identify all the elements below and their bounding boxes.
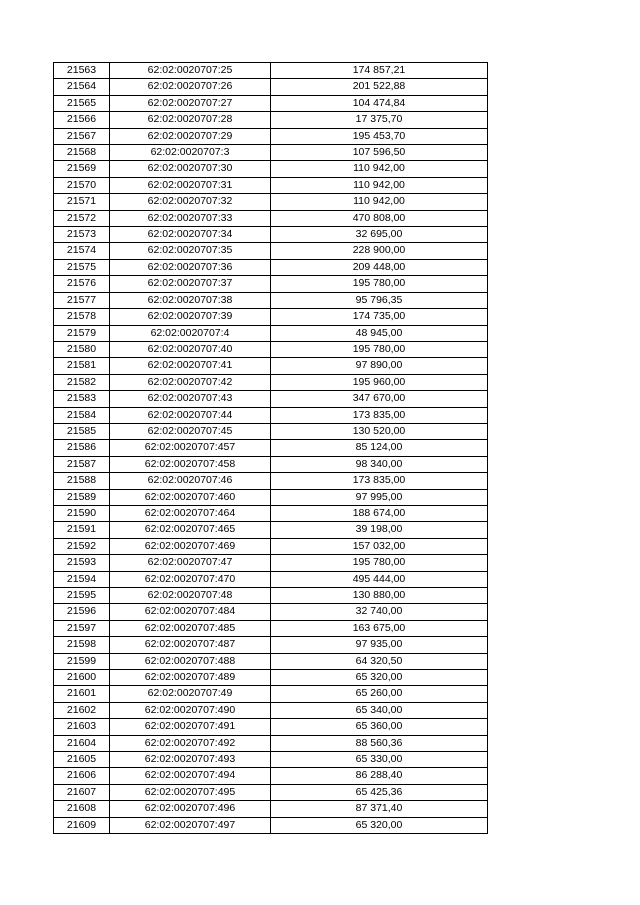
- row-number-cell: 21598: [54, 637, 110, 653]
- cadastral-value-cell: 32 740,00: [271, 604, 488, 620]
- table-row: [54, 423, 488, 439]
- cadastral-number-cell: 62:02:0020707:48: [110, 588, 271, 604]
- cadastral-number-cell: 62:02:0020707:28: [110, 112, 271, 128]
- cadastral-value-cell: 107 596,50: [271, 145, 488, 161]
- row-number-cell: 21585: [54, 423, 110, 439]
- cadastral-number-cell: 62:02:0020707:497: [110, 817, 271, 833]
- table-row: [54, 112, 488, 128]
- table-row: [54, 95, 488, 111]
- row-number-cell: 21597: [54, 620, 110, 636]
- row-number-cell: 21583: [54, 391, 110, 407]
- row-number-cell: 21602: [54, 702, 110, 718]
- cadastral-number-cell: 62:02:0020707:38: [110, 292, 271, 308]
- row-number-cell: 21565: [54, 95, 110, 111]
- cadastral-value-cell: 173 835,00: [271, 473, 488, 489]
- cadastral-number-cell: 62:02:0020707:493: [110, 752, 271, 768]
- table-row: [54, 177, 488, 193]
- cadastral-number-cell: 62:02:0020707:491: [110, 719, 271, 735]
- table-row: [54, 276, 488, 292]
- table-row: [54, 670, 488, 686]
- table-row: [54, 784, 488, 800]
- cadastral-number-cell: 62:02:0020707:457: [110, 440, 271, 456]
- cadastral-value-cell: 65 260,00: [271, 686, 488, 702]
- cadastral-value-cell: 85 124,00: [271, 440, 488, 456]
- cadastral-number-cell: 62:02:0020707:49: [110, 686, 271, 702]
- cadastral-value-cell: 110 942,00: [271, 161, 488, 177]
- table-row: [54, 604, 488, 620]
- cadastral-value-cell: 195 780,00: [271, 555, 488, 571]
- row-number-cell: 21563: [54, 63, 110, 79]
- cadastral-number-cell: 62:02:0020707:469: [110, 538, 271, 554]
- cadastral-value-cell: 86 288,40: [271, 768, 488, 784]
- table-row: [54, 588, 488, 604]
- row-number-cell: 21572: [54, 210, 110, 226]
- cadastral-number-cell: 62:02:0020707:488: [110, 653, 271, 669]
- cadastral-value-cell: 157 032,00: [271, 538, 488, 554]
- cadastral-value-table: [53, 62, 488, 834]
- cadastral-value-cell: 130 880,00: [271, 588, 488, 604]
- table-row: [54, 145, 488, 161]
- cadastral-value-cell: 98 340,00: [271, 456, 488, 472]
- row-number-cell: 21595: [54, 588, 110, 604]
- table-row: [54, 653, 488, 669]
- table-row: [54, 768, 488, 784]
- row-number-cell: 21605: [54, 752, 110, 768]
- table-row: [54, 194, 488, 210]
- table-row: [54, 79, 488, 95]
- table-body: [54, 63, 488, 834]
- row-number-cell: 21584: [54, 407, 110, 423]
- row-number-cell: 21576: [54, 276, 110, 292]
- cadastral-number-cell: 62:02:0020707:34: [110, 227, 271, 243]
- cadastral-value-cell: 65 330,00: [271, 752, 488, 768]
- row-number-cell: 21592: [54, 538, 110, 554]
- cadastral-value-cell: 163 675,00: [271, 620, 488, 636]
- row-number-cell: 21607: [54, 784, 110, 800]
- cadastral-number-cell: 62:02:0020707:39: [110, 309, 271, 325]
- cadastral-number-cell: 62:02:0020707:46: [110, 473, 271, 489]
- cadastral-number-cell: 62:02:0020707:40: [110, 341, 271, 357]
- row-number-cell: 21589: [54, 489, 110, 505]
- row-number-cell: 21569: [54, 161, 110, 177]
- row-number-cell: 21590: [54, 505, 110, 521]
- cadastral-number-cell: 62:02:0020707:31: [110, 177, 271, 193]
- cadastral-number-cell: 62:02:0020707:492: [110, 735, 271, 751]
- table-row: [54, 571, 488, 587]
- row-number-cell: 21564: [54, 79, 110, 95]
- table-row: [54, 391, 488, 407]
- cadastral-number-cell: 62:02:0020707:495: [110, 784, 271, 800]
- cadastral-value-cell: 130 520,00: [271, 423, 488, 439]
- cadastral-number-cell: 62:02:0020707:33: [110, 210, 271, 226]
- cadastral-value-cell: 17 375,70: [271, 112, 488, 128]
- cadastral-number-cell: 62:02:0020707:45: [110, 423, 271, 439]
- table-row: [54, 637, 488, 653]
- table-row: [54, 440, 488, 456]
- row-number-cell: 21566: [54, 112, 110, 128]
- row-number-cell: 21577: [54, 292, 110, 308]
- table-row: [54, 407, 488, 423]
- row-number-cell: 21594: [54, 571, 110, 587]
- cadastral-value-cell: 347 670,00: [271, 391, 488, 407]
- cadastral-number-cell: 62:02:0020707:35: [110, 243, 271, 259]
- cadastral-value-cell: 65 340,00: [271, 702, 488, 718]
- row-number-cell: 21587: [54, 456, 110, 472]
- table-row: [54, 620, 488, 636]
- table-row: [54, 309, 488, 325]
- cadastral-number-cell: 62:02:0020707:460: [110, 489, 271, 505]
- table-row: [54, 555, 488, 571]
- row-number-cell: 21596: [54, 604, 110, 620]
- cadastral-value-cell: 65 425,36: [271, 784, 488, 800]
- cadastral-number-cell: 62:02:0020707:487: [110, 637, 271, 653]
- row-number-cell: 21608: [54, 801, 110, 817]
- cadastral-value-cell: 188 674,00: [271, 505, 488, 521]
- cadastral-value-cell: 97 890,00: [271, 358, 488, 374]
- row-number-cell: 21588: [54, 473, 110, 489]
- cadastral-number-cell: 62:02:0020707:490: [110, 702, 271, 718]
- table-row: [54, 325, 488, 341]
- cadastral-value-cell: 195 780,00: [271, 341, 488, 357]
- cadastral-value-cell: 88 560,36: [271, 735, 488, 751]
- cadastral-number-cell: 62:02:0020707:41: [110, 358, 271, 374]
- table-row: [54, 456, 488, 472]
- cadastral-number-cell: 62:02:0020707:37: [110, 276, 271, 292]
- row-number-cell: 21570: [54, 177, 110, 193]
- row-number-cell: 21581: [54, 358, 110, 374]
- row-number-cell: 21586: [54, 440, 110, 456]
- cadastral-value-cell: 65 320,00: [271, 817, 488, 833]
- cadastral-number-cell: 62:02:0020707:464: [110, 505, 271, 521]
- table-row: [54, 735, 488, 751]
- cadastral-value-cell: 104 474,84: [271, 95, 488, 111]
- cadastral-number-cell: 62:02:0020707:458: [110, 456, 271, 472]
- row-number-cell: 21573: [54, 227, 110, 243]
- table-row: [54, 702, 488, 718]
- cadastral-number-cell: 62:02:0020707:30: [110, 161, 271, 177]
- table-row: [54, 686, 488, 702]
- cadastral-number-cell: 62:02:0020707:4: [110, 325, 271, 341]
- table-row: [54, 128, 488, 144]
- cadastral-number-cell: 62:02:0020707:494: [110, 768, 271, 784]
- table-row: [54, 719, 488, 735]
- cadastral-number-cell: 62:02:0020707:489: [110, 670, 271, 686]
- cadastral-value-cell: 39 198,00: [271, 522, 488, 538]
- table-row: [54, 801, 488, 817]
- cadastral-value-cell: 95 796,35: [271, 292, 488, 308]
- row-number-cell: 21604: [54, 735, 110, 751]
- cadastral-value-cell: 195 453,70: [271, 128, 488, 144]
- cadastral-number-cell: 62:02:0020707:47: [110, 555, 271, 571]
- row-number-cell: 21601: [54, 686, 110, 702]
- table-row: [54, 161, 488, 177]
- cadastral-value-cell: 470 808,00: [271, 210, 488, 226]
- row-number-cell: 21567: [54, 128, 110, 144]
- cadastral-value-cell: 64 320,50: [271, 653, 488, 669]
- cadastral-value-cell: 495 444,00: [271, 571, 488, 587]
- table-row: [54, 374, 488, 390]
- table-row: [54, 752, 488, 768]
- cadastral-value-cell: 97 935,00: [271, 637, 488, 653]
- row-number-cell: 21575: [54, 259, 110, 275]
- table-row: [54, 227, 488, 243]
- cadastral-value-cell: 48 945,00: [271, 325, 488, 341]
- cadastral-number-cell: 62:02:0020707:470: [110, 571, 271, 587]
- cadastral-number-cell: 62:02:0020707:3: [110, 145, 271, 161]
- row-number-cell: 21580: [54, 341, 110, 357]
- table-row: [54, 522, 488, 538]
- table-row: [54, 63, 488, 79]
- row-number-cell: 21600: [54, 670, 110, 686]
- cadastral-number-cell: 62:02:0020707:26: [110, 79, 271, 95]
- row-number-cell: 21593: [54, 555, 110, 571]
- cadastral-value-cell: 65 320,00: [271, 670, 488, 686]
- cadastral-number-cell: 62:02:0020707:29: [110, 128, 271, 144]
- cadastral-value-cell: 110 942,00: [271, 194, 488, 210]
- table-row: [54, 489, 488, 505]
- cadastral-number-cell: 62:02:0020707:32: [110, 194, 271, 210]
- cadastral-value-cell: 87 371,40: [271, 801, 488, 817]
- cadastral-number-cell: 62:02:0020707:43: [110, 391, 271, 407]
- row-number-cell: 21582: [54, 374, 110, 390]
- table-row: [54, 817, 488, 833]
- row-number-cell: 21591: [54, 522, 110, 538]
- table-row: [54, 292, 488, 308]
- cadastral-value-cell: 195 780,00: [271, 276, 488, 292]
- cadastral-value-cell: 97 995,00: [271, 489, 488, 505]
- row-number-cell: 21603: [54, 719, 110, 735]
- cadastral-value-cell: 32 695,00: [271, 227, 488, 243]
- table-row: [54, 538, 488, 554]
- cadastral-number-cell: 62:02:0020707:25: [110, 63, 271, 79]
- cadastral-number-cell: 62:02:0020707:484: [110, 604, 271, 620]
- row-number-cell: 21578: [54, 309, 110, 325]
- cadastral-number-cell: 62:02:0020707:496: [110, 801, 271, 817]
- row-number-cell: 21606: [54, 768, 110, 784]
- cadastral-value-cell: 174 857,21: [271, 63, 488, 79]
- cadastral-value-cell: 209 448,00: [271, 259, 488, 275]
- table-row: [54, 473, 488, 489]
- table-row: [54, 341, 488, 357]
- table-row: [54, 505, 488, 521]
- cadastral-value-cell: 228 900,00: [271, 243, 488, 259]
- cadastral-value-cell: 195 960,00: [271, 374, 488, 390]
- table-row: [54, 243, 488, 259]
- table-row: [54, 210, 488, 226]
- row-number-cell: 21599: [54, 653, 110, 669]
- table-row: [54, 358, 488, 374]
- cadastral-number-cell: 62:02:0020707:44: [110, 407, 271, 423]
- row-number-cell: 21571: [54, 194, 110, 210]
- cadastral-number-cell: 62:02:0020707:465: [110, 522, 271, 538]
- row-number-cell: 21609: [54, 817, 110, 833]
- cadastral-value-cell: 110 942,00: [271, 177, 488, 193]
- row-number-cell: 21579: [54, 325, 110, 341]
- cadastral-number-cell: 62:02:0020707:36: [110, 259, 271, 275]
- cadastral-value-cell: 201 522,88: [271, 79, 488, 95]
- cadastral-number-cell: 62:02:0020707:485: [110, 620, 271, 636]
- row-number-cell: 21568: [54, 145, 110, 161]
- cadastral-number-cell: 62:02:0020707:42: [110, 374, 271, 390]
- cadastral-value-cell: 174 735,00: [271, 309, 488, 325]
- row-number-cell: 21574: [54, 243, 110, 259]
- cadastral-number-cell: 62:02:0020707:27: [110, 95, 271, 111]
- cadastral-value-cell: 65 360,00: [271, 719, 488, 735]
- cadastral-value-cell: 173 835,00: [271, 407, 488, 423]
- table-row: [54, 259, 488, 275]
